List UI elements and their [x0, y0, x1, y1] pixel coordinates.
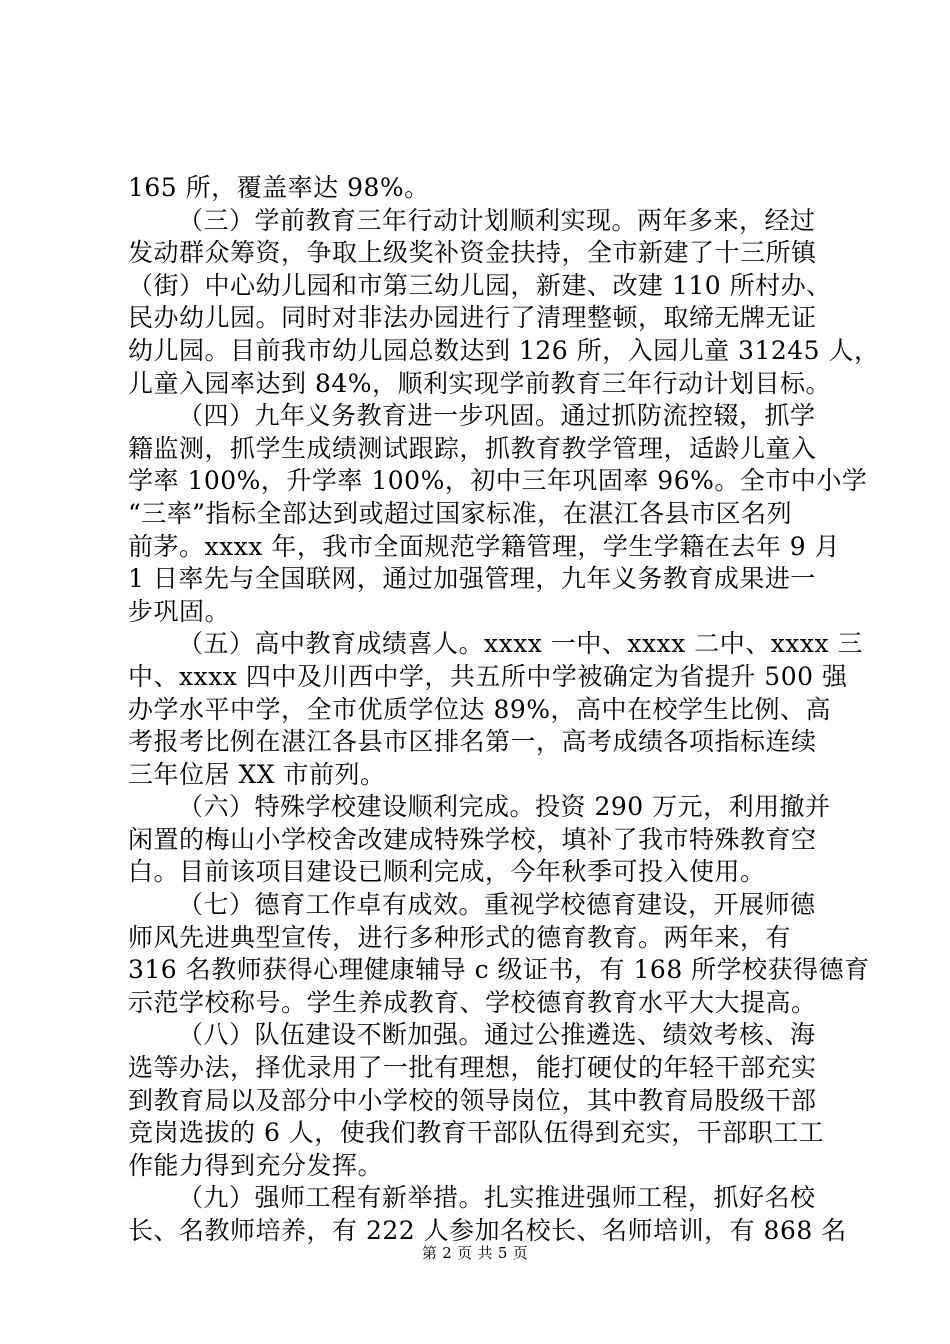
text-line: 到教育局以及部分中小学校的领导岗位，其中教育局股级干部: [128, 1085, 817, 1115]
text-line: 学率 100%，升学率 100%，初中三年巩固率 96%。全市中小学: [128, 466, 868, 496]
text-line: 1 日率先与全国联网，通过加强管理，九年义务教育成果进一: [128, 564, 816, 594]
paragraph-heading-line: （三）学前教育三年行动计划顺利实现。两年多来，经过: [178, 205, 816, 235]
text-line: 选等办法，择优录用了一批有理想，能打硬仗的年轻干部充实: [128, 1053, 817, 1083]
text-line: “三率”指标全部达到或超过国家标准，在湛江各县市区名列: [128, 498, 793, 528]
text-line: 发动群众筹资，争取上级奖补资金扶持，全市新建了十三所镇: [128, 238, 817, 268]
text-line: 示范学校称号。学生养成教育、学校德育教育水平大大提高。: [128, 987, 817, 1017]
paragraph-heading-line: （五）高中教育成绩喜人。xxxx 一中、xxxx 二中、xxxx 三: [178, 629, 864, 659]
paragraph-heading-line: （六）特殊学校建设顺利完成。投资 290 万元，利用撤并: [178, 792, 831, 822]
text-line: 316 名教师获得心理健康辅导 c 级证书，有 168 所学校获得德育: [128, 955, 870, 985]
paragraph-heading-line: （九）强师工程有新举措。扎实推进强师工程，抓好名校: [178, 1183, 816, 1213]
text-line: 办学水平中学，全市优质学位达 89%，高中在校学生比例、高: [128, 694, 832, 724]
text-line: （街）中心幼儿园和市第三幼儿园，新建、改建 110 所村办、: [128, 270, 832, 300]
paragraph-heading-line: （八）队伍建设不断加强。通过公推遴选、绩效考核、海: [178, 1020, 816, 1050]
text-line: 作能力得到充分发挥。: [128, 1150, 384, 1180]
text-line: 幼儿园。目前我市幼儿园总数达到 126 所，入园儿童 31245 人，: [128, 335, 880, 365]
text-line: 步巩固。: [128, 596, 231, 626]
page-number-footer: 第 2 页 共 5 页: [421, 1244, 529, 1262]
text-line: 165 所，覆盖率达 98%。: [128, 173, 430, 202]
text-line: 民办幼儿园。同时对非法办园进行了清理整顿，取缔无牌无证: [128, 303, 817, 333]
paragraph-heading-line: （四）九年义务教育进一步巩固。通过抓防流控辍，抓学: [178, 401, 816, 431]
document-body: [128, 172, 880, 1248]
text-line: 前茅。xxxx 年，我市全面规范学籍管理，学生学籍在去年 9 月: [128, 531, 841, 561]
text-line: 竞岗选拔的 6 人，使我们教育干部队伍得到充实，干部职工工: [128, 1118, 825, 1148]
text-line: 儿童入园率达到 84%，顺利实现学前教育三年行动计划目标。: [128, 368, 832, 398]
text-line: 师风先进典型宣传，进行多种形式的德育教育。两年来，有: [128, 922, 792, 952]
text-line: 长、名教师培养，有 222 人参加名校长、名师培训，有 868 名: [128, 1216, 847, 1245]
text-line: 考报考比例在湛江各县市区排名第一，高考成绩各项指标连续: [128, 727, 817, 757]
text-line: 闲置的梅山小学校舍改建成特殊学校，填补了我市特殊教育空: [128, 824, 817, 854]
text-line: 白。目前该项目建设已顺利完成，今年秋季可投入使用。: [128, 857, 766, 887]
text-line: 三年位居 XX 市前列。: [128, 759, 386, 789]
paragraph-heading-line: （七）德育工作卓有成效。重视学校德育建设，开展师德: [178, 890, 816, 920]
text-line: 籍监测，抓学生成绩测试跟踪，抓教育教学管理，适龄儿童入: [128, 433, 817, 463]
text-line: 中、xxxx 四中及川西中学，共五所中学被确定为省提升 500 强: [128, 661, 848, 691]
